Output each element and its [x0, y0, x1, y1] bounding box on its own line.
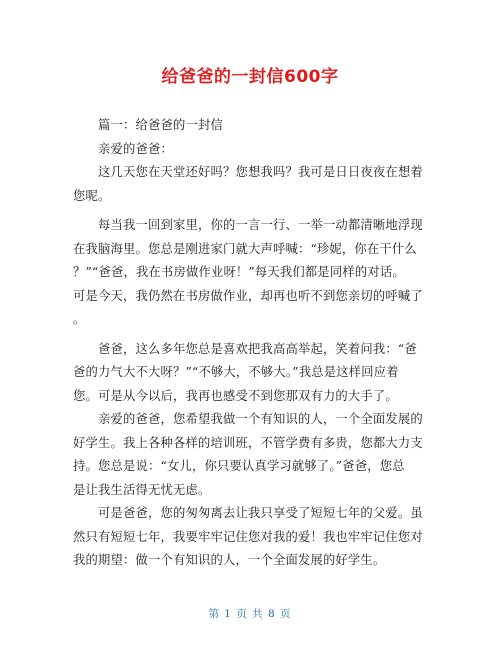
paragraph-3-line-1: 爸爸，这么多年您总是喜欢把我高高举起，笑着问我：“爸: [73, 341, 417, 356]
paragraph-2-line-1: 每当我一回到家里，你的一言一行、一举一动都清晰地浮现: [73, 218, 423, 232]
document-title: 给爸爸的一封信600字: [161, 67, 339, 87]
paragraph-2-line-4: 可是今天，我仍然在书房做作业，却再也听不到您亲切的呼喊了: [73, 288, 423, 303]
paragraph-4-line-3: 持。您总是说：“女儿，你只要认真学习就够了。”爸爸，您总: [73, 459, 405, 473]
paragraph-3-line-2: 爸的力气大不大呀？”“不够大，不够大。”我总是这样回应着: [73, 365, 399, 379]
paragraph-1-line-2: 您呢。: [73, 188, 111, 203]
paragraph-5-line-3: 我的期望：做一个有知识的人，一个全面发展的好学生。: [73, 553, 386, 567]
salutation-line: 亲爱的爸爸：: [73, 141, 173, 156]
heading-line: 篇一：给爸爸的一封信: [73, 118, 223, 132]
paragraph-2-line-3: ？”“爸爸，我在书房做作业呀！”每天我们都是同样的对话。: [73, 265, 405, 279]
paragraph-4-line-1: 亲爱的爸爸，您希望我做一个有知识的人，一个全面发展的: [73, 412, 423, 426]
paragraph-4-line-4: 是让我生活得无忧无虑。: [73, 482, 211, 497]
document-body: [73, 114, 428, 573]
paragraph-2-line-5: 。: [73, 312, 86, 326]
paragraph-2-line-2: 在我脑海里。您总是刚进家门就大声呼喊：“珍妮，你在干什么: [73, 241, 417, 256]
paragraph-5-line-1: 可是爸爸，您的匆匆离去让我只享受了短短七年的父爱。虽: [73, 506, 423, 520]
paragraph-1-line-1: 这几天您在天堂还好吗？您想我吗？我可是日日夜夜在想着: [73, 165, 423, 179]
paragraph-5-line-2: 然只有短短七年，我要牢牢记住您对我的爱！我也牢牢记住您对: [73, 529, 423, 544]
paragraph-4-line-2: 好学生。我上各种各样的培训班，不管学费有多贵，您都大力支: [73, 435, 423, 450]
paragraph-3-line-3: 您。可是从今以后，我再也感受不到您那双有力的大手了。: [73, 388, 398, 403]
page-number: 第 1 页 共 8 页: [208, 608, 292, 620]
